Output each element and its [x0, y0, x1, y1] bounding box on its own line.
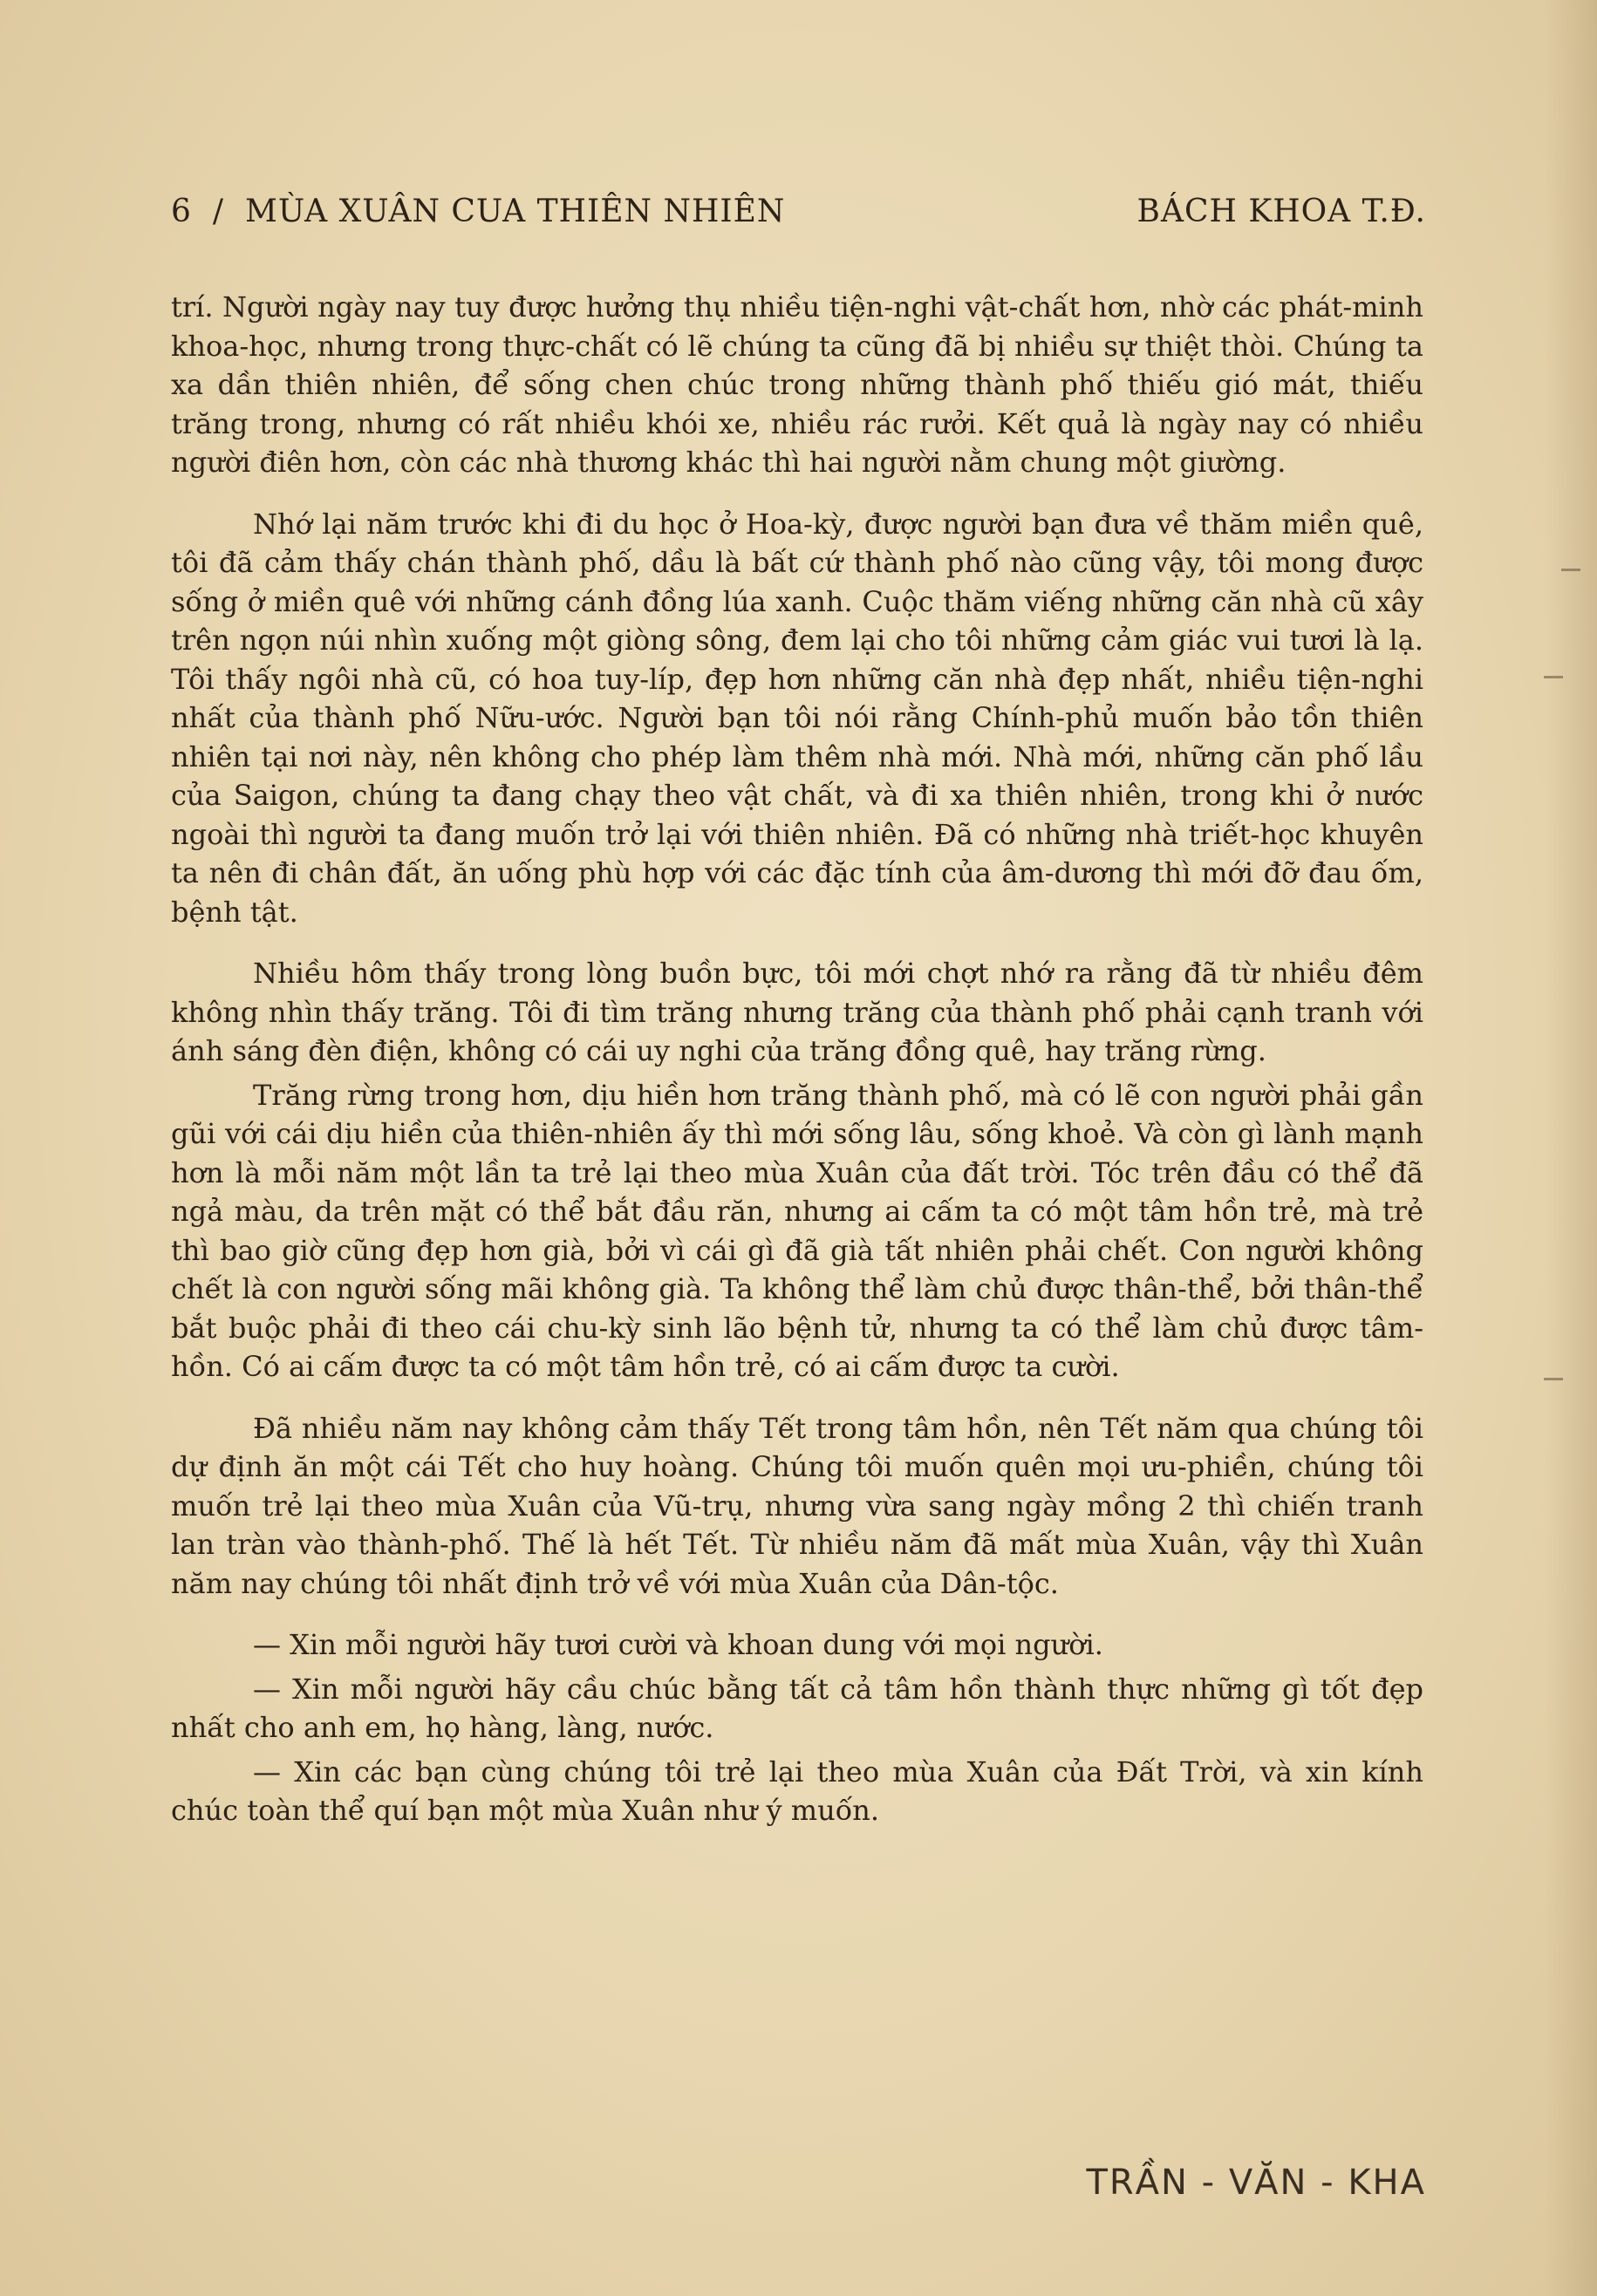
paragraph: Nhiều hôm thấy trong lòng buồn bực, tôi mới chợt nhớ ra rằng đã từ nhiều đêm không nhìn thấy trăng. Tôi đi tìm trăng nhưng trăng của thành phố phải cạnh tranh với ánh sáng đèn điện, không có cái uy nghi của trăng đồng quê, hay trăng rừng. — [171, 957, 1423, 1067]
paragraph: trí. Người ngày nay tuy được hưởng thụ nhiều tiện-nghi vật-chất hơn, nhờ các phát-minh khoa-học, nhưng trong thực-chất có lẽ chúng ta cũng đã bị nhiều sự thiệt thòi. Chúng ta xa dần thiên nhiên, để sống chen chúc trong những thành phố thiếu gió mát, thiếu trăng trong, nhưng có rất nhiều khói xe, nhiều rác rưởi. Kết quả là ngày nay có nhiều người điên hơn, còn các nhà thương khác thì hai người nằm chung một giường. — [171, 290, 1423, 479]
paragraph: Trăng rừng trong hơn, dịu hiền hơn trăng thành phố, mà có lẽ con người phải gần gũi với cái dịu hiền của thiên-nhiên ấy thì mới sống lâu, sống khoẻ. Và còn gì lành mạnh hơn là mỗi năm một lần ta trẻ lại theo mùa Xuân của đất trời. Tóc trên đầu có thể đã ngả màu, da trên mặt có thể bắt đầu răn, nhưng ai cấm ta có một tâm hồn trẻ, mà trẻ thì bao giờ cũng đẹp hơn già, bởi vì cái gì đã già tất nhiên phải chết. Con người không chết là con người sống mãi không già. Ta không thể làm chủ được thân-thể, bởi thân-thể bắt buộc phải đi theo cái chu-kỳ sinh lão bệnh tử, nhưng ta có thể làm chủ được tâm-hồn. Có ai cấm được ta có một tâm hồn trẻ, có ai cấm được ta cười. — [171, 1078, 1423, 1383]
page-edge-shadow — [1545, 0, 1597, 2296]
margin-mark — [1561, 569, 1580, 571]
paragraph: — Xin mỗi người hãy tươi cười và khoan dung với mọi người. — [253, 1628, 1103, 1661]
margin-mark — [1544, 1378, 1563, 1380]
author-signature: TRẦN - VĂN - KHA — [1086, 2163, 1426, 2203]
paragraph: — Xin các bạn cùng chúng tôi trẻ lại theo mùa Xuân của Đất Trời, và xin kính chúc toàn thể quí bạn một mùa Xuân như ý muốn. — [171, 1754, 1423, 1827]
running-header — [171, 194, 1426, 237]
paragraph: Đã nhiều năm nay không cảm thấy Tết trong tâm hồn, nên Tết năm qua chúng tôi dự định ăn một cái Tết cho huy hoàng. Chúng tôi muốn quên mọi ưu-phiền, chúng tôi muốn trẻ lại theo mùa Xuân của Vũ-trụ, nhưng vừa sang ngày mồng 2 thì chiến tranh lan tràn vào thành-phố. Thế là hết Tết. Từ nhiều năm đã mất mùa Xuân, vậy thì Xuân năm nay chúng tôi nhất định trở về với mùa Xuân của Dân-tộc. — [171, 1411, 1423, 1600]
publication-name: BÁCH KHOA T.Đ. — [1136, 194, 1426, 229]
article-body — [171, 288, 1423, 1853]
paragraph: Nhớ lại năm trước khi đi du học ở Hoa-kỳ, được người bạn đưa về thăm miền quê, tôi đã cảm thấy chán thành phố, dầu là bất cứ thành phố nào cũng vậy, tôi mong được sống ở miền quê với những cánh đồng lúa xanh. Cuộc thăm viếng những căn nhà cũ xây trên ngọn núi nhìn xuống một giòng sông, đem lại cho tôi những cảm giác vui tươi là lạ. Tôi thấy ngôi nhà cũ, có hoa tuy-líp, đẹp hơn những căn nhà đẹp nhất, nhiều tiện-nghi nhất của thành phố Nữu-ước. Người bạn tôi nói rằng Chính-phủ muốn bảo tồn thiên nhiên tại nơi này, nên không cho phép làm thêm nhà mới. Nhà mới, những căn phố lầu của Saigon, chúng ta đang chạy theo vật chất, và đi xa thiên nhiên, trong khi ở nước ngoài thì người ta đang muốn trở lại với thiên nhiên. Đã có những nhà triết-học khuyên ta nên đi chân đất, ăn uống phù hợp với các đặc tính của âm-dương thì mới đỡ đau ốm, bệnh tật. — [171, 507, 1423, 929]
header-separator: / — [212, 194, 225, 229]
paragraph: — Xin mỗi người hãy cầu chúc bằng tất cả tâm hồn thành thực những gì tốt đẹp nhất cho anh em, họ hàng, làng, nước. — [171, 1672, 1423, 1744]
page-number: 6 — [171, 194, 192, 229]
header-left — [171, 194, 785, 229]
section-title: MÙA XUÂN CUA THIÊN NHIÊN — [245, 194, 786, 229]
margin-mark — [1544, 676, 1563, 678]
